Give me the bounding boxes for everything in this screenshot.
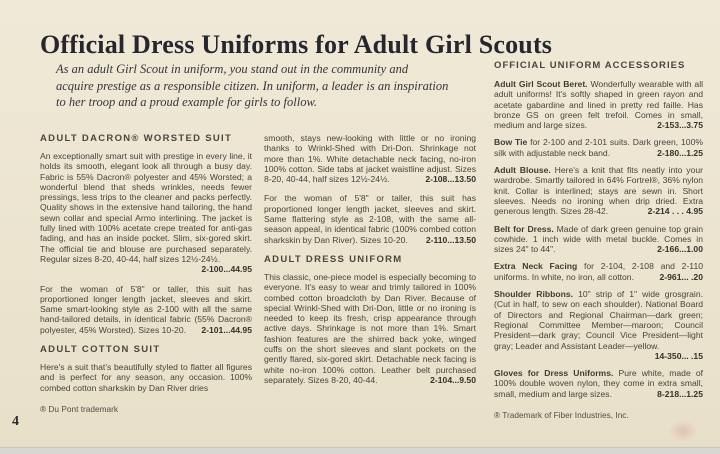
intro-line: acquire prestige as a responsible citizen. In uniform, a leader is an inspiration — [56, 78, 449, 93]
catalog-number-price: 2-110...13.50 — [425, 234, 476, 245]
page-title: Official Dress Uniforms for Adult Girl Scouts — [40, 30, 553, 59]
catalog-number-price: 2-214 . . . 4.95 — [647, 206, 703, 217]
item-lead: Bow Tie — [494, 137, 528, 148]
accessories-heading: OFFICIAL UNIFORM ACCESSORIES — [494, 60, 686, 71]
product-paragraph — [40, 151, 252, 275]
product-text: smooth, stays new-looking with little or no ironing thanks to Wrinkl-Shed with Dri-Don. Shrinkage not more than 1%. White detachable neck facing, no-iron 100% cotton. Side tabs at jacket waistline adjust. Sizes 8-20, 40-44, half sizes 12½-24½. — [264, 133, 476, 185]
item-belt-for-dress — [494, 224, 703, 255]
catalog-number-price: 2-180...1.25 — [657, 147, 703, 158]
catalog-number-price: 2-100...44.95 — [201, 264, 252, 275]
item-lead: Extra Neck Facing — [494, 261, 578, 272]
product-text: For the woman of 5'8" or taller, this suit has proportioned longer length jacket, sleeves and skirt. Same flattering style as 2-108, with the same all-season appeal, in identical fabric (100% combed cotton sharkskin by Dan River). Sizes 10-20. — [264, 193, 476, 245]
item-text: for 2-104, 2-108 and 2-110 uniforms. In white, no iron, all cotton. — [494, 261, 704, 282]
item-shoulder-ribbons — [494, 289, 703, 361]
dupont-trademark-footnote: ® Du Pont trademark — [40, 403, 119, 414]
section-heading: ADULT DACRON® WORSTED SUIT — [40, 133, 233, 144]
scan-smudge-artifact — [668, 420, 698, 442]
item-lead: Gloves for Dress Uniforms. — [494, 368, 614, 379]
product-paragraph — [40, 284, 252, 335]
catalog-number-price: 2-104...9.50 — [430, 374, 476, 385]
catalog-number-price: 2-153...3.75 — [657, 120, 703, 131]
column-middle — [264, 133, 476, 394]
intro-line: to her troop and a proud example for girls to follow. — [56, 95, 317, 109]
fiber-industries-trademark-footnote: ® Trademark of Fiber Industries, Inc. — [494, 410, 629, 421]
section-dress-uniform — [264, 254, 476, 385]
product-paragraph — [40, 362, 252, 393]
product-paragraph-continued — [264, 133, 476, 184]
item-lead: Adult Girl Scout Beret. — [494, 79, 588, 89]
section-heading: ADULT DRESS UNIFORM — [264, 253, 403, 265]
item-adult-beret — [494, 79, 703, 130]
catalog-number-price: 2-101...44.95 — [201, 324, 252, 335]
catalog-number-price: 2-961... .20 — [659, 271, 703, 282]
product-text: Here's a suit that's beautifully styled to flatter all figures and is perfect for any season, any occasion. 100% combed cotton sharkskin by Dan River dries — [40, 362, 252, 393]
intro-paragraph — [56, 61, 448, 111]
item-extra-neck-facing — [494, 261, 703, 282]
column-right — [494, 60, 703, 420]
catalog-number-price: 2-108...13.50 — [425, 174, 476, 185]
item-text: 10" strip of 1" wide grosgrain. (Cut in half, to sew on each shoulder). National Board of Directors and Regional Chairman—dark green; Regional Committee Member—maroon; Council President—dark gray; Council Vice President—light gray; Leader and Assistant Leader—yellow. — [494, 289, 704, 351]
section-dacron-worsted-suit — [40, 133, 252, 335]
product-paragraph — [264, 272, 476, 385]
item-lead: Adult Blouse. — [494, 165, 551, 176]
item-bow-tie — [494, 137, 703, 158]
page-number: 4 — [12, 414, 19, 429]
product-paragraph — [264, 193, 476, 244]
product-text: For the woman of 5'8" or taller, this suit has proportioned longer length jacket, sleeves and skirt. Same smart-looking style as 2-100 with all the same hand-tailored details, in identical fabric (55% Dacron® polyester, 45% Worsted). Sizes 10-20. — [40, 283, 252, 335]
section-cotton-suit — [40, 344, 252, 393]
catalog-number-price: 8-218...1.25 — [657, 388, 703, 399]
item-text: Pure white, made of 100% double woven nylon, they come in extra small, small, medium and large sizes. — [494, 368, 703, 399]
catalog-number-price: 2-166...1.00 — [657, 244, 703, 255]
catalog-number-price: 14-350... .15 — [654, 350, 703, 361]
column-left — [40, 133, 252, 414]
item-text: Here's a knit that fits neatly into your wardrobe. Smartly tailored in 64% Fortrel®, 36% nylon knit. Collar is interlined; stays are sewn in. Short sleeves. Needs no ironing when drip dried. Extra generous length. Sizes 28-42. — [494, 165, 703, 217]
scan-bottom-edge — [0, 447, 720, 454]
item-text: Wonderfully wearable with all adult uniforms! It's softly shaped in green rayon and acetate gabardine and lined in pretty red faille. Has bronze GS on green felt trefoil. Comes in small, medium and large sizes. — [494, 79, 704, 131]
item-adult-blouse — [494, 165, 703, 216]
product-text: An exceptionally smart suit with prestige in every line, it holds its smooth, elegant look all through a busy day. Fabric is 55% Dacron® polyester and 45% Worsted; a wonderful blend that sheds wrinkles, needs fewer pressings, less trips to the cleaner and packs perfectly. Quality shows in the extensive hand tailoring, the hand sewn collar and special Armo interlining. The jacket is fully lined with 100% acetate crepe treated for anti-gas fading, and has an inside pocket. Slim, six-gored skirt. The official tie and blouse are purchased separately. Regular sizes 8-20, 40-44, half sizes 12½-24½. — [40, 151, 252, 264]
intro-line: As an adult Girl Scout in uniform, you stand out in the community and — [56, 62, 409, 76]
item-lead: Belt for Dress. — [494, 223, 554, 234]
item-gloves-dress-uniforms — [494, 368, 703, 399]
item-lead: Shoulder Ribbons. — [494, 289, 574, 300]
product-text: This classic, one-piece model is especially becoming to everyone. It's easy to wear and trimly tailored in 100% combed cotton broadcloth by Dan River. Because of special Wrinkl-Shed with Dri-Don, little or no ironing is needed to keep its fresh, crisp appearance through active days. Shrinkage is not more than 1%. Smart fashion features are the shirred back yoke, winged cuffs on the short sleeves and slant pockets on the gently flared, six-gored skirt. Detachable neck facing is white no-iron 100% cotton. Leather belt purchased separately. Sizes 8-20, 40-44. — [264, 271, 476, 385]
section-heading: ADULT COTTON SUIT — [40, 344, 161, 356]
item-text: Made of dark green genuine top grain cowhide. 1 inch wide with metal buckle. Comes in sizes 24" to 44". — [494, 223, 703, 255]
item-text: for 2-100 and 2-101 suits. Dark green, 100% silk with adjustable neck band. — [494, 137, 703, 158]
